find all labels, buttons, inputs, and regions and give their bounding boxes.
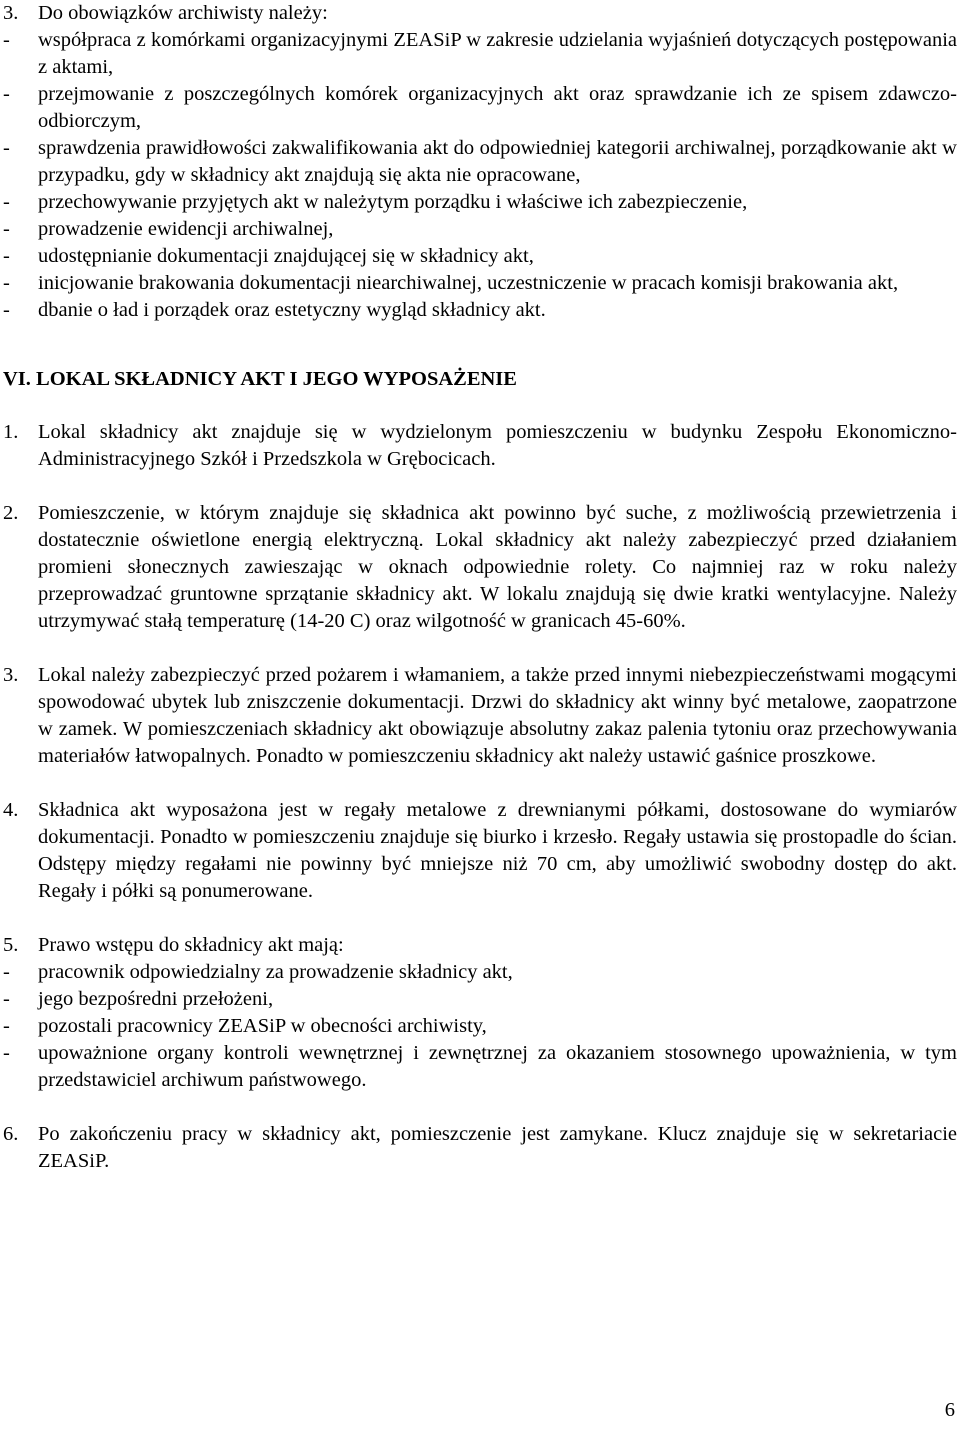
archivist-duties-list: [3, 27, 957, 324]
list-item-text: sprawdzenia prawidłowości zakwalifikowania akt do odpowiedniej kategorii archiwalnej, porządkowanie akt w przypadku, gdy w składnicy akt znajdują się akta nie opracowane,: [38, 137, 957, 186]
list-item-text: inicjowanie brakowania dokumentacji niearchiwalnej, uczestniczenie w pracach komisji brakowania akt,: [38, 272, 899, 294]
list-item-text: jego bezpośredni przełożeni,: [38, 988, 274, 1010]
paragraph-3: [3, 662, 957, 770]
paragraph-text: Pomieszczenie, w którym znajduje się składnica akt powinno być suche, z możliwością przewietrzenia i dostatecznie oświetlone energią elektryczną. Lokal składnicy akt należy zabezpieczyć przed działaniem promieni słonecznych zawieszając w oknach odpowiednie rolety. Co najmniej raz w roku należy przeprowadzać gruntowne sprzątanie składnicy akt. W lokalu znajdują się dwie kratki wentylacyjne. Należy utrzymywać stałą temperaturę (14-20 C) oraz wilgotność w granicach 45-60%.: [38, 502, 957, 632]
list-item-text: udostępnianie dokumentacji znajdującej się w składnicy akt,: [38, 245, 534, 267]
list-item-text: pozostali pracownicy ZEASiP w obecności archiwisty,: [38, 1015, 487, 1037]
list-item-text: pracownik odpowiedzialny za prowadzenie składnicy akt,: [38, 961, 513, 983]
bullet-dash: -: [3, 1042, 10, 1064]
paragraph-number: 2.: [3, 502, 19, 524]
paragraph-number: 5.: [3, 934, 19, 956]
paragraph-text: Prawo wstępu do składnicy akt mają:: [38, 934, 344, 956]
section-3-number: 3.: [3, 2, 19, 24]
list-item: [3, 1040, 957, 1094]
document-page: [3, 0, 957, 1175]
paragraph-4: [3, 797, 957, 905]
section-3-intro: [3, 0, 957, 27]
access-list: [3, 959, 957, 1094]
bullet-dash: -: [3, 29, 10, 51]
page-number: 6: [944, 1399, 955, 1421]
list-item-text: dbanie o ład i porządek oraz estetyczny wygląd składnicy akt.: [38, 299, 546, 321]
list-item: [3, 959, 957, 986]
list-item: [3, 986, 957, 1013]
section-heading: VI. LOKAL SKŁADNICY AKT I JEGO WYPOSAŻENIE: [3, 368, 517, 390]
bullet-dash: -: [3, 961, 10, 983]
paragraph-5: [3, 932, 957, 959]
list-item: [3, 216, 957, 243]
paragraph-6: [3, 1121, 957, 1175]
bullet-dash: -: [3, 272, 10, 294]
list-item: [3, 189, 957, 216]
paragraph-1: [3, 419, 957, 473]
list-item-text: przejmowanie z poszczególnych komórek organizacyjnych akt oraz sprawdzanie ich ze spisem zdawczo-odbiorczym,: [38, 83, 957, 132]
paragraph-text: Lokal należy zabezpieczyć przed pożarem i włamaniem, a także przed innymi niebezpieczeństwami mogącymi spowodować ubytek lub zniszczenie dokumentacji. Drzwi do składnicy akt winny być metalowe, zaopatrzone w zamek. W pomieszczeniach składnicy akt obowiązuje absolutny zakaz palenia tytoniu oraz przechowywania materiałów łatwopalnych. Ponadto w pomieszczeniu składnicy akt należy ustawić gaśnice proszkowe.: [38, 664, 957, 767]
list-item: [3, 270, 957, 297]
list-item-text: współpraca z komórkami organizacyjnymi ZEASiP w zakresie udzielania wyjaśnień dotyczących postępowania z aktami,: [38, 29, 957, 78]
bullet-dash: -: [3, 137, 10, 159]
bullet-dash: -: [3, 191, 10, 213]
list-item-text: upoważnione organy kontroli wewnętrznej i zewnętrznej za okazaniem stosownego upoważnienia, w tym przedstawiciel archiwum państwowego.: [38, 1042, 957, 1091]
bullet-dash: -: [3, 988, 10, 1010]
bullet-dash: -: [3, 83, 10, 105]
list-item: [3, 135, 957, 189]
paragraph-number: 1.: [3, 421, 19, 443]
list-item-text: przechowywanie przyjętych akt w należytym porządku i właściwe ich zabezpieczenie,: [38, 191, 748, 213]
paragraph-2: [3, 500, 957, 635]
bullet-dash: -: [3, 1015, 10, 1037]
list-item: [3, 297, 957, 324]
paragraph-text: Składnica akt wyposażona jest w regały metalowe z drewnianymi półkami, dostosowane do wymiarów dokumentacji. Ponadto w pomieszczeniu znajduje się biurko i krzesło. Regały ustawia się prostopadle do ścian. Odstępy między regałami nie powinny być mniejsze niż 70 cm, aby umożliwić swobodny dostęp do akt. Regały i półki są ponumerowane.: [38, 799, 957, 902]
list-item: [3, 243, 957, 270]
paragraph-text: Lokal składnicy akt znajduje się w wydzielonym pomieszczeniu w budynku Zespołu Ekonomiczno-Administracyjnego Szkół i Przedszkola w Grębocicach.: [38, 421, 957, 470]
list-item: [3, 81, 957, 135]
paragraph-number: 6.: [3, 1123, 19, 1145]
bullet-dash: -: [3, 245, 10, 267]
list-item: [3, 1013, 957, 1040]
section-3-intro-text: Do obowiązków archiwisty należy:: [38, 2, 328, 24]
paragraph-text: Po zakończeniu pracy w składnicy akt, pomieszczenie jest zamykane. Klucz znajduje się w sekretariacie ZEASiP.: [38, 1123, 957, 1172]
bullet-dash: -: [3, 218, 10, 240]
list-item-text: prowadzenie ewidencji archiwalnej,: [38, 218, 334, 240]
list-item: [3, 27, 957, 81]
paragraph-number: 4.: [3, 799, 19, 821]
bullet-dash: -: [3, 299, 10, 321]
paragraph-number: 3.: [3, 664, 19, 686]
